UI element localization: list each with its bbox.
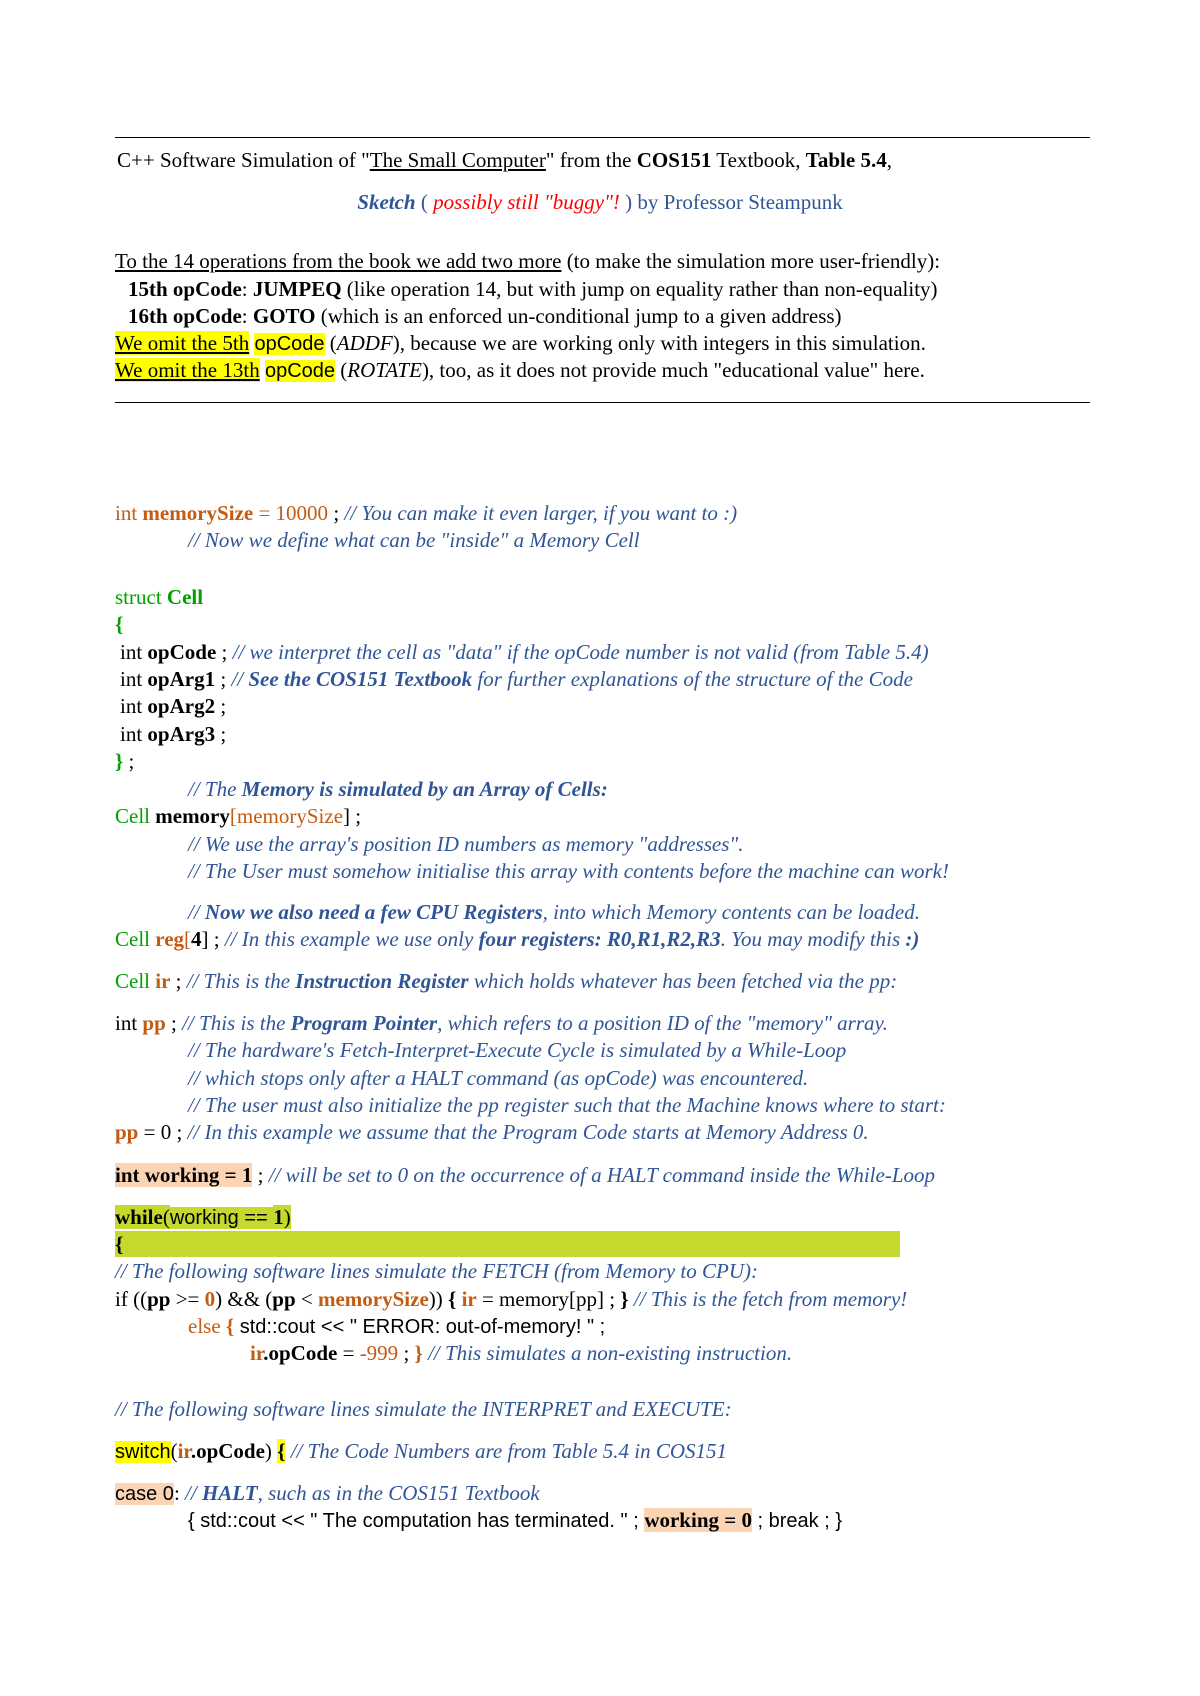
code-field: int opArg3 ; <box>120 722 227 746</box>
code-comment: // The user must also initialize the pp register such that the Machine knows where to start: <box>188 1093 946 1117</box>
code-brace: } ; <box>115 749 135 773</box>
code-comment: // We use the array's position ID numbers as memory "addresses". <box>188 832 744 856</box>
code-comment: // The hardware's Fetch-Interpret-Execute Cycle is simulated by a While-Loop <box>188 1038 847 1062</box>
code-fetch-if: if ((pp >= 0) && (pp < memorySize)) { ir = memory[pp] ; } // This is the fetch from memory! <box>115 1287 908 1311</box>
code-field: int opArg2 ; <box>120 694 227 718</box>
intro-line-2: 15th opCode: JUMPEQ (like operation 14, but with jump on equality rather than non-equality) <box>128 277 938 301</box>
intro-line-1: To the 14 operations from the book we add two more (to make the simulation more user-friendly): <box>115 249 941 273</box>
code-brace: { <box>115 612 124 636</box>
code-field: int opCode ; // we interpret the cell as "data" if the opCode number is not valid (from Table 5.4) <box>120 640 929 664</box>
code-fetch-else: else { std::cout << " ERROR: out-of-memory! " ; <box>188 1314 606 1338</box>
intro-line-5: We omit the 13th opCode (ROTATE), too, as it does not provide much "educational value" here. <box>115 358 925 382</box>
code-comment: // The Memory is simulated by an Array of Cells: <box>188 777 608 801</box>
code-while-brace: { <box>115 1231 900 1257</box>
code-case-0-body: { std::cout << " The computation has terminated. " ; working = 0 ; break ; } <box>188 1508 843 1532</box>
code-case-0: case 0: // HALT, such as in the COS151 Textbook <box>115 1481 540 1505</box>
intro-divider <box>115 402 1090 403</box>
code-memory-array: Cell memory[memorySize] ; <box>115 804 362 828</box>
code-comment: // The following software lines simulate the INTERPRET and EXECUTE: <box>115 1397 732 1421</box>
code-memorysize: int memorySize = 10000 ; // You can make it even larger, if you want to :) <box>115 501 738 525</box>
code-field: int opArg1 ; // See the COS151 Textbook for further explanations of the structure of the Code <box>120 667 913 691</box>
code-fetch-error: ir.opCode = -999 ; } // This simulates a non-existing instruction. <box>250 1341 793 1365</box>
code-working-flag: int working = 1 ; // will be set to 0 on the occurrence of a HALT command inside the While-Loop <box>115 1163 935 1187</box>
code-switch: switch(ir.opCode) { // The Code Numbers are from Table 5.4 in COS151 <box>115 1439 728 1463</box>
intro-line-3: 16th opCode: GOTO (which is an enforced un-conditional jump to a given address) <box>128 304 842 328</box>
code-while: while(working == 1) <box>115 1205 291 1229</box>
document-title: C++ Software Simulation of "The Small Computer" from the COS151 Textbook, Table 5.4, <box>117 148 892 172</box>
top-divider <box>115 137 1090 138</box>
code-comment: // The following software lines simulate the FETCH (from Memory to CPU): <box>115 1259 758 1283</box>
intro-line-4: We omit the 5th opCode (ADDF), because we are working only with integers in this simulation. <box>115 331 926 355</box>
document-subtitle: Sketch ( possibly still "buggy"! ) by Professor Steampunk <box>357 190 843 214</box>
code-comment: // Now we define what can be "inside" a Memory Cell <box>188 528 640 552</box>
code-instruction-register: Cell ir ; // This is the Instruction Register which holds whatever has been fetched via the pp: <box>115 969 898 993</box>
code-program-pointer: int pp ; // This is the Program Pointer, which refers to a position ID of the "memory" array. <box>115 1011 888 1035</box>
code-comment: // which stops only after a HALT command (as opCode) was encountered. <box>188 1066 809 1090</box>
code-pp-init: pp = 0 ; // In this example we assume that the Program Code starts at Memory Address 0. <box>115 1120 869 1144</box>
code-struct: struct Cell <box>115 585 204 609</box>
code-comment: // Now we also need a few CPU Registers, into which Memory contents can be loaded. <box>188 900 920 924</box>
title-link-text: The Small Computer <box>369 148 546 172</box>
code-comment: // The User must somehow initialise this array with contents before the machine can work! <box>188 859 949 883</box>
code-registers: Cell reg[4] ; // In this example we use only four registers: R0,R1,R2,R3. You may modify this :) <box>115 927 920 951</box>
